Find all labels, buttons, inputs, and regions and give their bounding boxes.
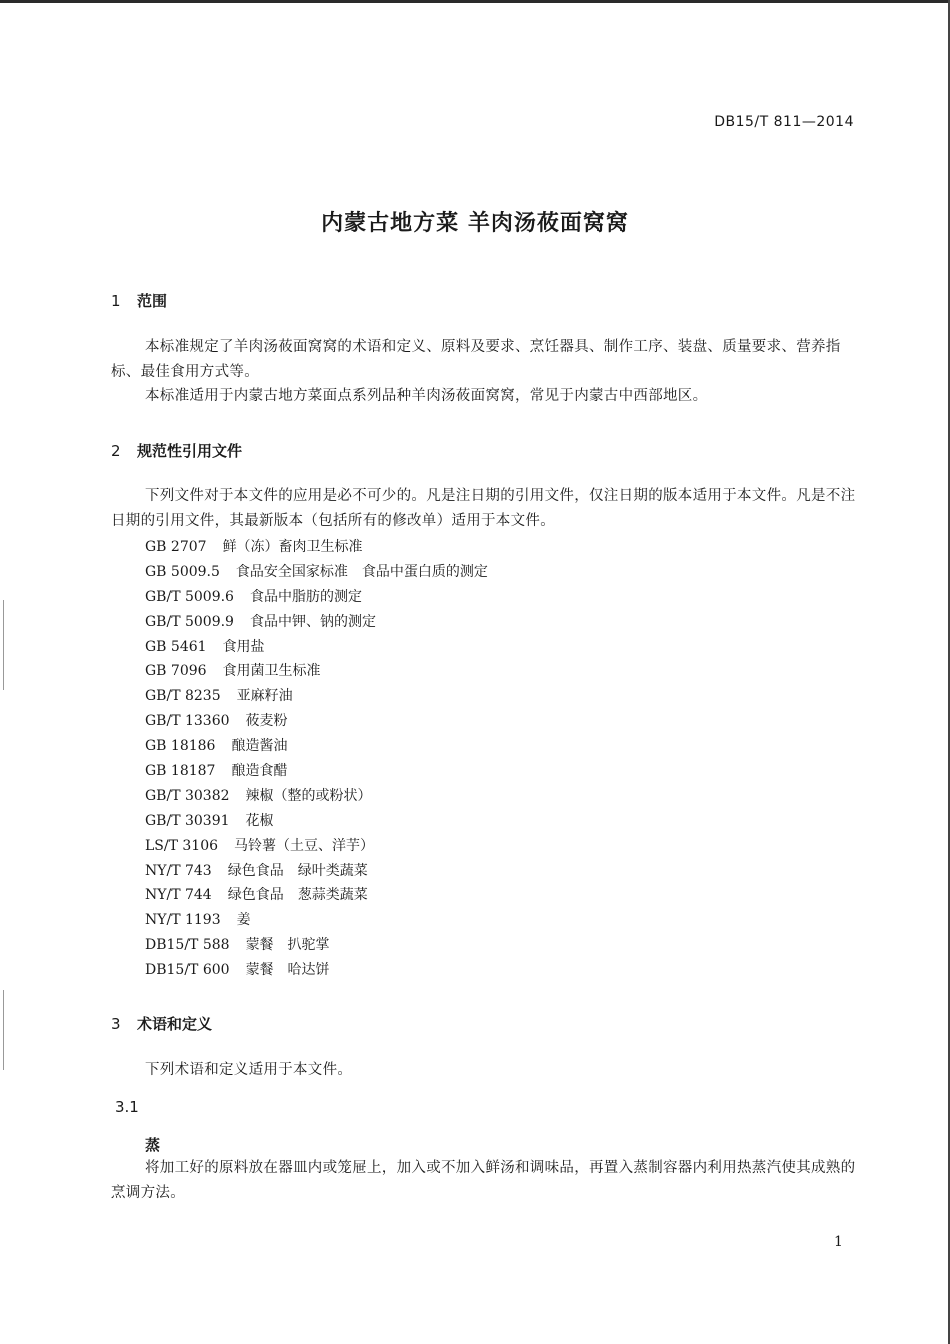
reference-code: GB 2707 [145,539,207,555]
section-title: 规范性引用文件 [137,442,243,460]
reference-item [145,908,488,933]
reference-name: 姜 [236,912,251,929]
reference-name: 酿造食醋 [231,763,288,780]
reference-name: 食品中脂肪的测定 [249,588,362,605]
reference-item [145,933,488,958]
reference-name: 食用菌卫生标准 [222,663,321,680]
reference-item [145,784,488,809]
document-code: DB15/T 811—2014 [714,114,854,130]
reference-name: 花椒 [245,812,274,829]
reference-name: 莜麦粉 [245,713,288,730]
reference-name: 蒙餐 哈达饼 [245,962,330,979]
section-2-intro: 下列文件对于本文件的应用是必不可少的。凡是注日期的引用文件，仅注日期的版本适用于本文件。凡是不注日期的引用文件，其最新版本（包括所有的修改单）适用于本文件。 [111,488,856,529]
subclause-number: 3.1 [115,1098,139,1116]
reference-name: 蒙餐 扒驼掌 [245,937,330,954]
reference-code: GB/T 8235 [145,688,221,705]
section-title: 术语和定义 [137,1015,213,1033]
section-number: 1 [111,292,121,310]
reference-name: 鲜（冻）畜肉卫生标准 [222,539,363,555]
reference-code: GB 5461 [145,638,207,655]
section-1-heading [111,290,167,311]
section-1-paragraph-2: 本标准适用于内蒙古地方菜面点系列品种羊肉汤莜面窝窝，常见于内蒙古中西部地区。 [145,388,708,404]
reference-item [145,709,488,734]
section-number: 2 [111,442,121,460]
reference-name: 食品安全国家标准 食品中蛋白质的测定 [235,563,488,580]
reference-item [145,834,488,859]
reference-code: DB15/T 600 [145,962,230,979]
reference-name: 食用盐 [222,638,265,655]
reference-name: 酿造酱油 [231,738,288,755]
reference-item [145,659,488,684]
section-1-paragraph-1: 本标准规定了羊肉汤莜面窝窝的术语和定义、原料及要求、烹饪器具、制作工序、装盘、质量要求、营养指标、最佳食用方式等。 [111,339,841,380]
reference-code: GB/T 30391 [145,812,230,829]
reference-code: NY/T 1193 [145,912,221,929]
reference-code: GB 5009.5 [145,563,220,580]
reference-code: GB/T 5009.6 [145,588,234,605]
reference-code: GB/T 5009.9 [145,613,234,630]
reference-name: 绿色食品 绿叶类蔬菜 [227,862,368,879]
reference-name: 食品中钾、钠的测定 [249,613,376,630]
reference-code: NY/T 744 [145,887,212,904]
reference-item [145,560,488,585]
reference-item [145,759,488,784]
document-title: 内蒙古地方菜 羊肉汤莜面窝窝 [321,211,629,236]
reference-code: GB 18186 [145,738,216,755]
reference-item [145,734,488,759]
reference-code: DB15/T 588 [145,937,230,954]
reference-item [145,635,488,660]
reference-item [145,859,488,884]
reference-item [145,684,488,709]
section-3-heading [111,1013,212,1034]
term-definition: 将加工好的原料放在器皿内或笼屉上，加入或不加入鲜汤和调味品，再置入蒸制容器内利用热蒸汽使其成熟的烹调方法。 [111,1160,856,1201]
reference-code: GB 7096 [145,663,207,680]
reference-list [145,535,488,983]
reference-code: GB 18187 [145,763,216,780]
reference-code: NY/T 743 [145,862,212,879]
section-2-heading [111,440,242,461]
scan-margin-mark [3,600,4,690]
page-number: 1 [834,1234,843,1250]
reference-item [145,958,488,983]
reference-code: LS/T 3106 [145,837,219,854]
reference-name: 亚麻籽油 [236,688,293,705]
reference-item [145,585,488,610]
section-title: 范围 [137,292,168,310]
reference-name: 绿色食品 葱蒜类蔬菜 [227,887,368,904]
section-3-intro: 下列术语和定义适用于本文件。 [145,1062,353,1078]
reference-item [145,809,488,834]
reference-item [145,610,488,635]
section-number: 3 [111,1015,121,1033]
term-heading: 蒸 [145,1136,161,1154]
scan-margin-mark [3,990,4,1070]
reference-name: 马铃薯（土豆、洋芋） [234,837,375,854]
reference-name: 辣椒（整的或粉状） [245,787,372,804]
reference-item [145,883,488,908]
reference-code: GB/T 30382 [145,787,230,804]
reference-item [145,535,488,560]
reference-code: GB/T 13360 [145,713,230,730]
scan-top-edge [0,0,950,3]
